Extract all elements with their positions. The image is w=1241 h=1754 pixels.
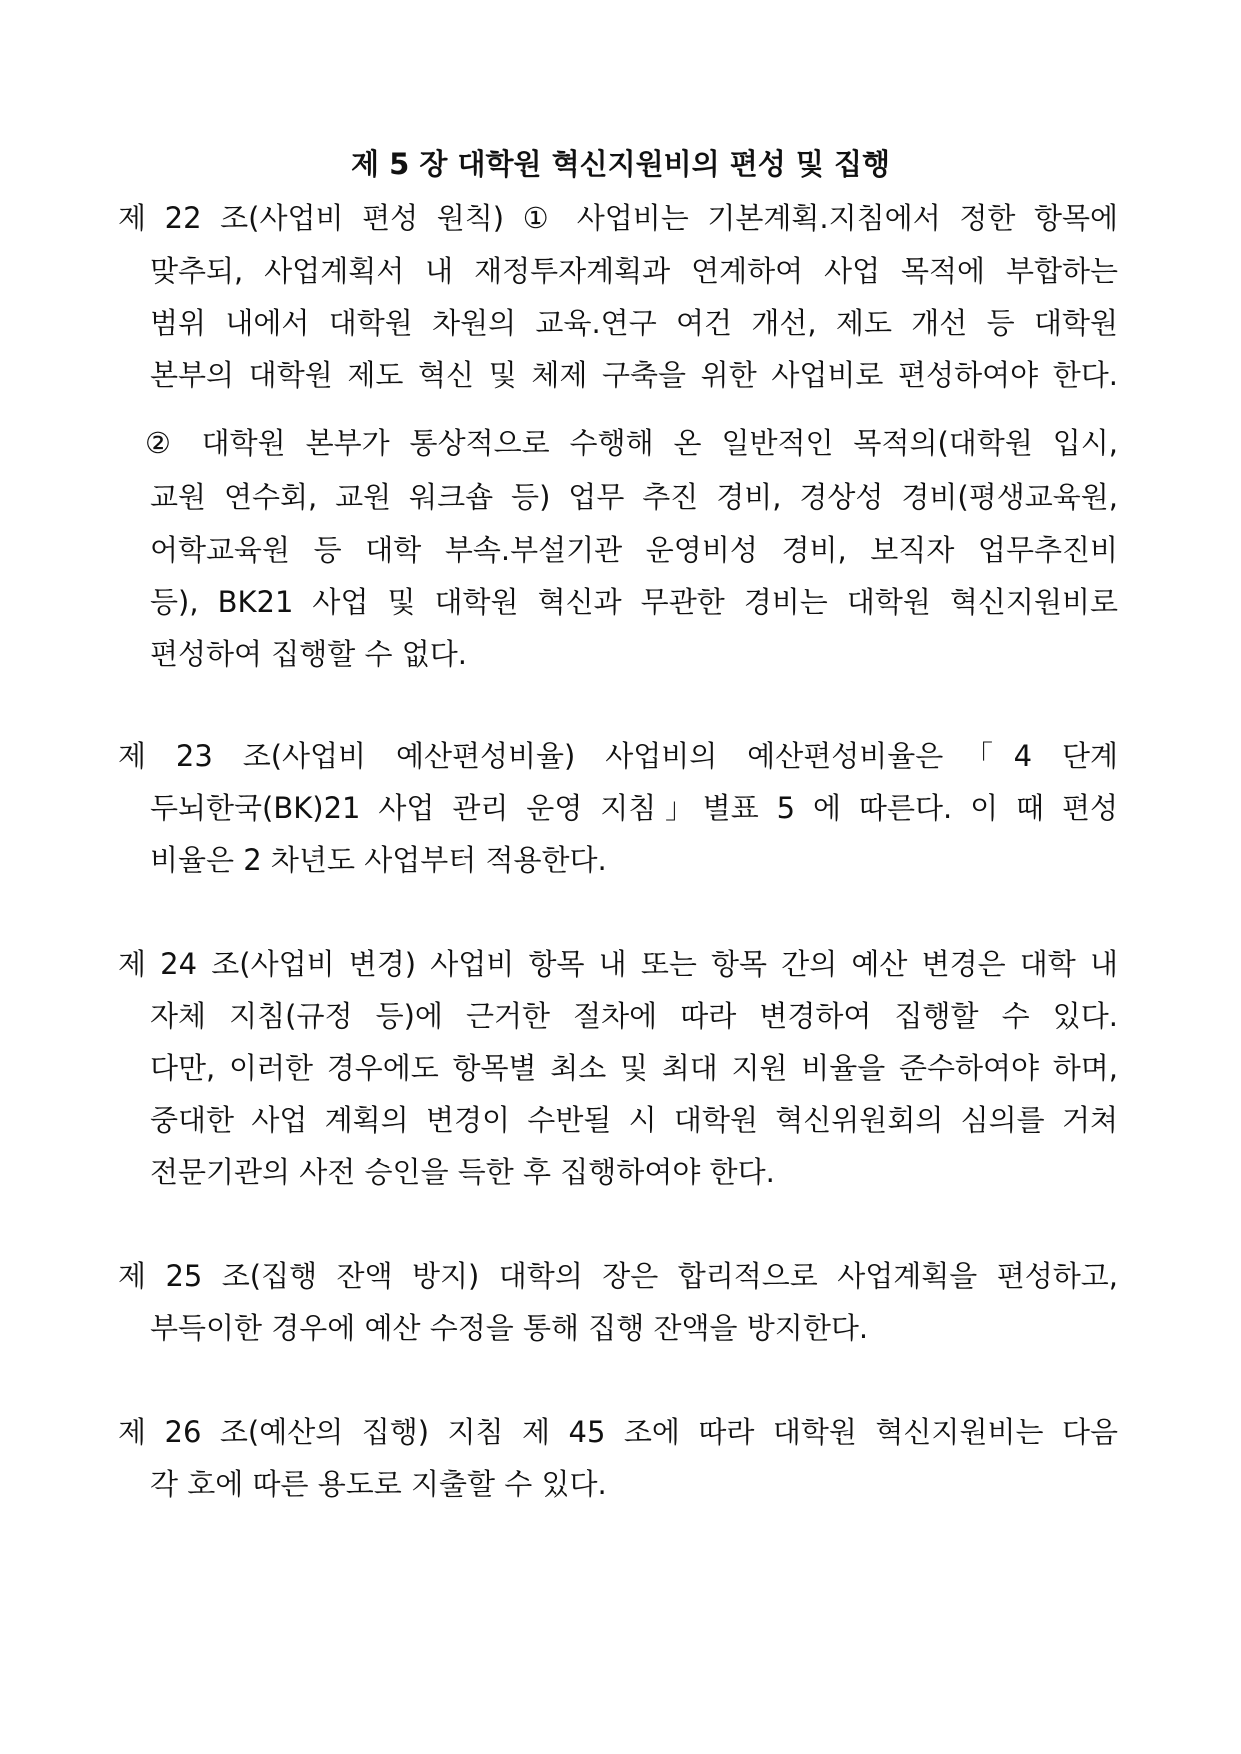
article-22-item2-line-4: 등), BK21 사업 및 대학원 혁신과 무관한 경비는 대학원 혁신지원비로 (150, 585, 1118, 619)
article-25-line-1: 제 25 조(집행 잔액 방지) 대학의 장은 합리적으로 사업계획을 편성하고, (118, 1259, 1118, 1293)
article-22-item2-line-5: 편성하여 집행할 수 없다. (150, 637, 468, 671)
article-24-line-2: 자체 지침(규정 등)에 근거한 절차에 따라 변경하여 집행할 수 있다. (150, 999, 1118, 1033)
article-26-line-2: 각 호에 따른 용도로 지출할 수 있다. (150, 1467, 607, 1501)
article-22-line-1: 제 22 조(사업비 편성 원칙) ① 사업비는 기본계획.지침에서 정한 항목에 (118, 201, 1118, 235)
article-25-line-2: 부득이한 경우에 예산 수정을 통해 집행 잔액을 방지한다. (150, 1311, 869, 1345)
article-24-line-1: 제 24 조(사업비 변경) 사업비 항목 내 또는 항목 간의 예산 변경은 대학 내 (118, 947, 1118, 981)
article-24-line-5: 전문기관의 사전 승인을 득한 후 집행하여야 한다. (150, 1155, 775, 1189)
article-23-line-3: 비율은 2 차년도 사업부터 적용한다. (150, 843, 607, 877)
article-22-item2-line-2: 교원 연수회, 교원 워크숍 등) 업무 추진 경비, 경상성 경비(평생교육원, (150, 480, 1118, 514)
article-26-line-1: 제 26 조(예산의 집행) 지침 제 45 조에 따라 대학원 혁신지원비는 다음 (118, 1415, 1118, 1449)
chapter-title: 제 5 장 대학원 혁신지원비의 편성 및 집행 (350, 147, 891, 181)
article-22-item2-line-1: ② 대학원 본부가 통상적으로 수행해 온 일반적인 목적의(대학원 입시, (145, 426, 1118, 460)
article-23-line-1: 제 23 조(사업비 예산편성비율) 사업비의 예산편성비율은「4 단계 (118, 739, 1118, 773)
article-22-line-4: 본부의 대학원 제도 혁신 및 체제 구축을 위한 사업비로 편성하여야 한다. (150, 358, 1118, 392)
article-23-line-2: 두뇌한국(BK)21 사업 관리 운영 지침」별표 5 에 따른다. 이 때 편성 (150, 791, 1118, 825)
article-22-line-2: 맞추되, 사업계획서 내 재정투자계획과 연계하여 사업 목적에 부합하는 (150, 254, 1118, 288)
article-24-line-4: 중대한 사업 계획의 변경이 수반될 시 대학원 혁신위원회의 심의를 거쳐 (150, 1103, 1118, 1137)
article-24-line-3: 다만, 이러한 경우에도 항목별 최소 및 최대 지원 비율을 준수하여야 하며, (150, 1051, 1118, 1085)
article-22-line-3: 범위 내에서 대학원 차원의 교육.연구 여건 개선, 제도 개선 등 대학원 (150, 306, 1118, 340)
article-22-item2-line-3: 어학교육원 등 대학 부속.부설기관 운영비성 경비, 보직자 업무추진비 (150, 533, 1118, 567)
